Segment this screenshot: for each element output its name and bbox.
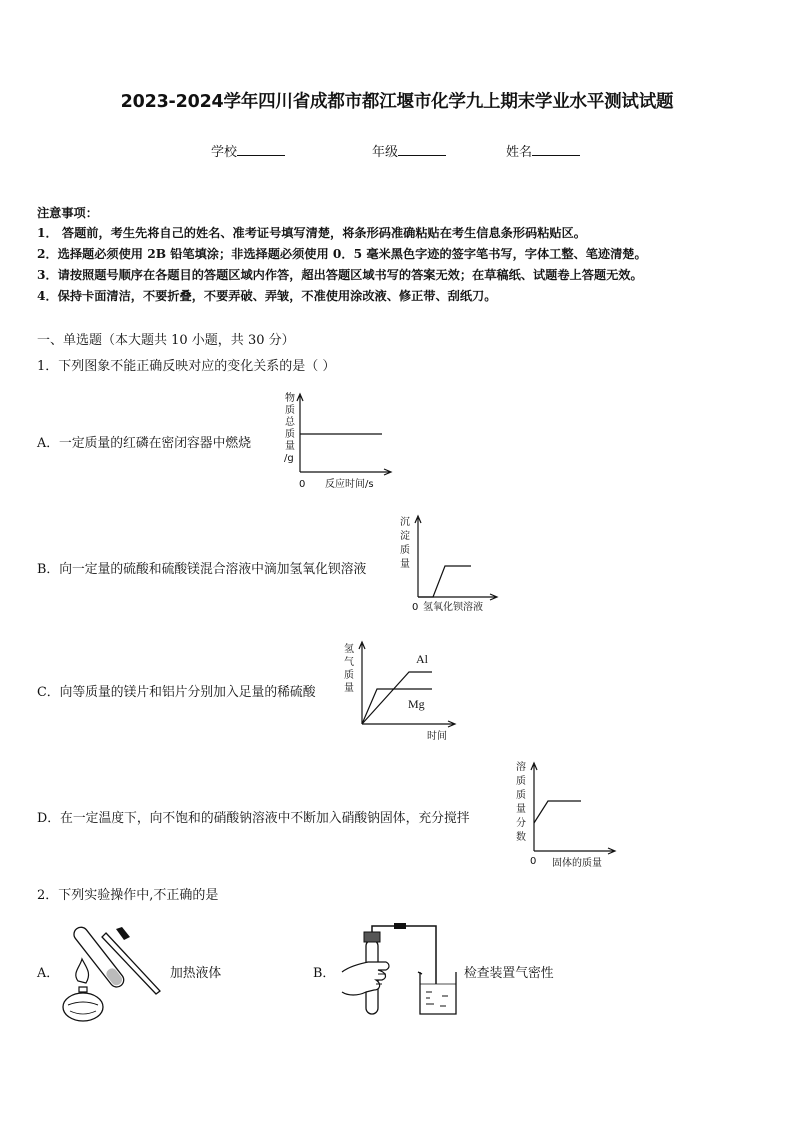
graph-d-y-axis <box>531 763 537 851</box>
q2-airtightness-check-illustration <box>336 922 466 1022</box>
graph-a-ylabel: 质 <box>285 429 295 440</box>
graph-b-ylabel: 沉 <box>400 517 410 528</box>
graph-d-ylabel: 数 <box>516 832 526 843</box>
graph-c-y-axis <box>359 642 365 724</box>
graph-c-xlabel: 时间 <box>427 731 447 742</box>
name-label: 姓名 <box>506 145 533 160</box>
page-title: 2023-2024学年四川省成都市都江堰市化学九上期末学业水平测试试题 <box>120 92 674 112</box>
graph-d-x-axis <box>534 848 615 854</box>
graph-b-xlabel: 氢氧化钡溶液 <box>423 602 483 613</box>
question-2-stem: 2．下列实验操作中,不正确的是 <box>37 888 219 903</box>
graph-d-line <box>534 801 581 823</box>
graph-a-ylabel: 质 <box>285 405 295 416</box>
question-1-stem: 1．下列图象不能正确反映对应的变化关系的是（ ） <box>37 359 336 374</box>
graph-a-ylabel: /g <box>284 453 294 464</box>
graph-a-origin: 0 <box>299 479 306 490</box>
note-item: 2．选择题必须使用 2B 铅笔填涂；非选择题必须使用 0．5 毫米黑色字迹的签字笔书写，字体工整、笔迹清楚。 <box>37 247 647 261</box>
graph-d-xlabel: 固体的质量 <box>552 858 602 869</box>
graph-d-ylabel: 质 <box>516 790 526 801</box>
tube-holder-icon <box>102 933 160 994</box>
notes-heading: 注意事项： <box>37 206 98 220</box>
graph-d-ylabel: 质 <box>516 776 526 787</box>
graph-a-ylabel: 物 <box>285 393 295 404</box>
q1-graph-d <box>512 757 622 872</box>
note-item: 3．请按照题号顺序在各题目的答题区域内作答，超出答题区域书写的答案无效；在草稿纸、试题卷上答题无效。 <box>37 268 643 282</box>
graph-b-origin: 0 <box>412 602 419 613</box>
q1-graph-a <box>278 388 398 493</box>
q1-option-c: C．向等质量的镁片和铝片分别加入足量的稀硫酸 <box>37 685 316 700</box>
flame-icon <box>76 959 89 983</box>
graph-d-ylabel: 溶 <box>516 762 526 773</box>
q2-option-a-label: 加热液体 <box>170 966 222 981</box>
beaker-icon <box>418 972 456 1014</box>
graph-d-origin: 0 <box>530 856 537 867</box>
name-field[interactable] <box>506 141 580 160</box>
q2-option-b-label: 检查装置气密性 <box>464 966 554 981</box>
graph-a-xlabel: 反应时间/s <box>325 479 374 490</box>
graph-b-ylabel: 量 <box>400 559 410 570</box>
q1-option-a: A．一定质量的红磷在密闭容器中燃烧 <box>37 436 251 451</box>
graph-a-x-axis <box>300 469 391 475</box>
section-heading: 一、单选题（本大题共 10 小题，共 30 分） <box>37 333 295 348</box>
q1-option-b: B．向一定量的硫酸和硫酸镁混合溶液中滴加氢氧化钡溶液 <box>37 562 367 577</box>
grade-label: 年级 <box>372 145 399 160</box>
graph-a-ylabel: 量 <box>285 441 295 452</box>
school-field[interactable] <box>211 141 285 160</box>
graph-a-y-axis <box>297 394 303 472</box>
graph-b-ylabel: 淀 <box>400 531 410 542</box>
graph-c-ylabel: 氢 <box>344 644 354 655</box>
note-item: 4．保持卡面清洁，不要折叠，不要弄破、弄皱，不准使用涂改液、修正带、刮纸刀。 <box>37 289 497 303</box>
note-item: 1． 答题前，考生先将自己的姓名、准考证号填写清楚，将条形码准确粘贴在考生信息条形码粘贴区。 <box>37 226 586 240</box>
graph-c-series-al: Al <box>416 652 428 666</box>
grade-field[interactable] <box>372 141 446 160</box>
graph-b-line <box>418 566 471 597</box>
q2-heating-liquid-illustration <box>60 925 170 1025</box>
school-label: 学校 <box>211 145 238 160</box>
name-blank[interactable] <box>532 143 580 156</box>
graph-d-ylabel: 量 <box>516 804 526 815</box>
graph-c-ylabel: 气 <box>344 657 354 668</box>
graph-b-y-axis <box>415 516 421 597</box>
q2-option-a-letter: A． <box>37 966 60 981</box>
graph-a-ylabel: 总 <box>285 417 295 428</box>
alcohol-lamp-icon <box>63 993 103 1021</box>
q1-option-d: D．在一定温度下，向不饱和的硝酸钠溶液中不断加入硝酸钠固体，充分搅拌 <box>37 811 470 826</box>
q1-graph-b <box>396 510 501 615</box>
graph-c-ylabel: 量 <box>344 683 354 694</box>
q2-option-b-letter: B． <box>313 966 336 981</box>
graph-d-ylabel: 分 <box>516 818 526 829</box>
graph-b-ylabel: 质 <box>400 545 410 556</box>
school-blank[interactable] <box>237 143 285 156</box>
hand-icon <box>342 962 389 995</box>
test-tube-icon <box>71 925 126 990</box>
graph-c-x-axis <box>362 721 455 727</box>
q1-graph-c <box>340 636 460 746</box>
grade-blank[interactable] <box>398 143 446 156</box>
graph-c-ylabel: 质 <box>344 670 354 681</box>
graph-c-series-mg: Mg <box>408 697 425 711</box>
